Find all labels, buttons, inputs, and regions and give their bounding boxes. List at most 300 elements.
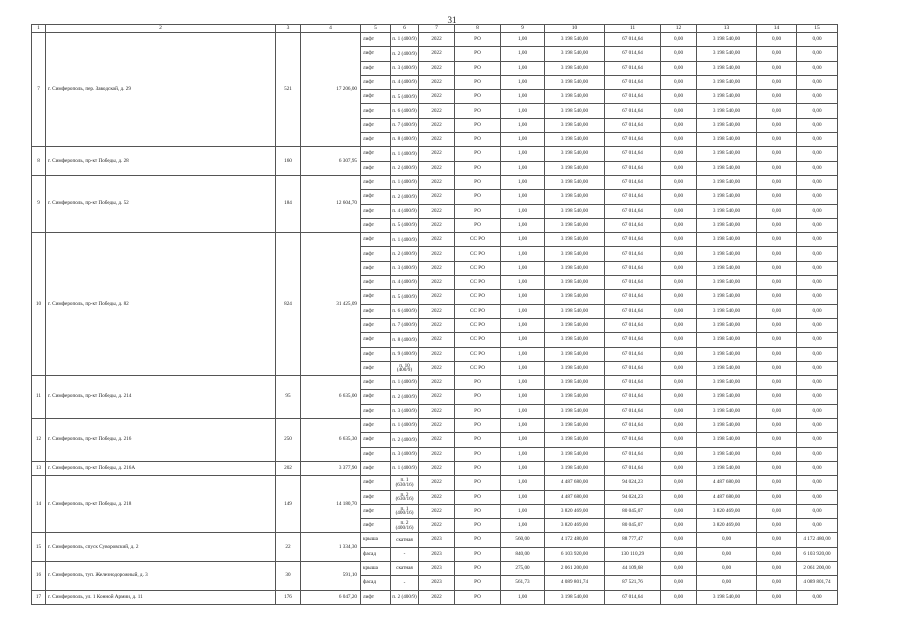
col12-cell: 0,00 bbox=[661, 376, 697, 390]
unit-cost-cell: 67 014,64 bbox=[605, 276, 661, 290]
quantity-cell: 1,00 bbox=[501, 318, 545, 332]
address-cell: г. Симферополь, спуск Суворовский, д. 2 bbox=[46, 533, 276, 562]
col13-cell: 0,00 bbox=[697, 576, 757, 590]
organization-cell: РО bbox=[455, 75, 501, 89]
column-number: 1 bbox=[32, 25, 46, 33]
col14-cell: 0,00 bbox=[757, 376, 797, 390]
year-cell: 2022 bbox=[419, 361, 455, 375]
col15-cell: 0,00 bbox=[797, 47, 838, 61]
quantity-cell: 1,00 bbox=[501, 290, 545, 304]
col13-cell: 3 198 540,00 bbox=[697, 133, 757, 147]
table-row bbox=[32, 233, 838, 247]
organization-cell: РО bbox=[455, 33, 501, 47]
work-type-cell: лифт bbox=[361, 190, 391, 204]
unit-cost-cell: 67 014,64 bbox=[605, 261, 661, 275]
address-cell: г. Симферополь, пр-кт Победы, д. 216 bbox=[46, 419, 276, 462]
work-type-cell: лифт bbox=[361, 133, 391, 147]
unit-cost-cell: 67 014,64 bbox=[605, 390, 661, 404]
organization-cell: РО bbox=[455, 590, 501, 604]
year-cell: 2022 bbox=[419, 276, 455, 290]
entrance-cell: п. 2 (400/9) bbox=[391, 433, 419, 447]
organization-cell: СС РО bbox=[455, 247, 501, 261]
total-area-cell: 591,10 bbox=[301, 561, 361, 590]
cost-cell: 3 198 540,00 bbox=[545, 304, 605, 318]
organization-cell: РО bbox=[455, 161, 501, 175]
address-cell: г. Симферополь, туп. Железнодорожный, д. 3 bbox=[46, 561, 276, 590]
entrance-cell: скатная bbox=[391, 561, 419, 575]
col14-cell: 0,00 bbox=[757, 175, 797, 189]
quantity-cell: 1,00 bbox=[501, 433, 545, 447]
row-number-cell: 12 bbox=[32, 419, 46, 462]
col12-cell: 0,00 bbox=[661, 404, 697, 418]
table-row bbox=[32, 33, 838, 47]
quantity-cell: 1,00 bbox=[501, 133, 545, 147]
column-number: 6 bbox=[391, 25, 419, 33]
entrance-cell: п. 5 (400/9) bbox=[391, 90, 419, 104]
unit-cost-cell: 67 014,64 bbox=[605, 247, 661, 261]
quantity-cell: 1,00 bbox=[501, 504, 545, 518]
unit-cost-cell: 67 014,64 bbox=[605, 33, 661, 47]
cost-cell: 3 198 540,00 bbox=[545, 376, 605, 390]
cost-cell: 3 198 540,00 bbox=[545, 361, 605, 375]
col14-cell: 0,00 bbox=[757, 118, 797, 132]
col15-cell: 0,00 bbox=[797, 190, 838, 204]
area-cell: 521 bbox=[276, 33, 301, 147]
entrance-cell: п. 1 (400/9) bbox=[391, 419, 419, 433]
year-cell: 2022 bbox=[419, 33, 455, 47]
col13-cell: 3 198 540,00 bbox=[697, 147, 757, 161]
work-type-cell: лифт bbox=[361, 519, 391, 533]
entrance-cell: п. 2 (400/9) bbox=[391, 590, 419, 604]
col15-cell: 0,00 bbox=[797, 333, 838, 347]
col15-cell: 0,00 bbox=[797, 347, 838, 361]
col12-cell: 0,00 bbox=[661, 519, 697, 533]
address-cell: г. Симферополь, пр-кт Победы, д. 214 bbox=[46, 376, 276, 419]
cost-cell: 2 061 200,00 bbox=[545, 561, 605, 575]
col15-cell: 2 061 200,00 bbox=[797, 561, 838, 575]
area-cell: 95 bbox=[276, 376, 301, 419]
table-row bbox=[32, 590, 838, 604]
unit-cost-cell: 67 014,64 bbox=[605, 304, 661, 318]
col13-cell: 0,00 bbox=[697, 533, 757, 547]
organization-cell: РО bbox=[455, 61, 501, 75]
cost-cell: 3 198 540,00 bbox=[545, 404, 605, 418]
unit-cost-cell: 67 014,64 bbox=[605, 233, 661, 247]
col14-cell: 0,00 bbox=[757, 504, 797, 518]
year-cell: 2022 bbox=[419, 233, 455, 247]
row-number-cell: 15 bbox=[32, 533, 46, 562]
area-cell: 202 bbox=[276, 461, 301, 475]
work-type-cell: фасад bbox=[361, 547, 391, 561]
quantity-cell: 1,00 bbox=[501, 75, 545, 89]
entrance-cell: п. 8 (400/9) bbox=[391, 333, 419, 347]
quantity-cell: 1,00 bbox=[501, 204, 545, 218]
unit-cost-cell: 67 014,64 bbox=[605, 461, 661, 475]
col14-cell: 0,00 bbox=[757, 561, 797, 575]
col12-cell: 0,00 bbox=[661, 419, 697, 433]
organization-cell: СС РО bbox=[455, 233, 501, 247]
col13-cell: 3 198 540,00 bbox=[697, 33, 757, 47]
column-number: 15 bbox=[797, 25, 838, 33]
col13-cell: 3 198 540,00 bbox=[697, 461, 757, 475]
table-row bbox=[32, 147, 838, 161]
year-cell: 2022 bbox=[419, 519, 455, 533]
quantity-cell: 1,00 bbox=[501, 590, 545, 604]
col13-cell: 3 198 540,00 bbox=[697, 304, 757, 318]
year-cell: 2022 bbox=[419, 204, 455, 218]
cost-cell: 3 198 540,00 bbox=[545, 218, 605, 232]
row-number-cell: 11 bbox=[32, 376, 46, 419]
col12-cell: 0,00 bbox=[661, 118, 697, 132]
cost-cell: 3 820 469,00 bbox=[545, 519, 605, 533]
col13-cell: 3 198 540,00 bbox=[697, 361, 757, 375]
row-number-cell: 8 bbox=[32, 147, 46, 176]
entrance-cell: скатная bbox=[391, 533, 419, 547]
work-type-cell: лифт bbox=[361, 261, 391, 275]
year-cell: 2022 bbox=[419, 590, 455, 604]
col15-cell: 4 089 801,74 bbox=[797, 576, 838, 590]
organization-cell: СС РО bbox=[455, 290, 501, 304]
work-type-cell: лифт bbox=[361, 90, 391, 104]
year-cell: 2022 bbox=[419, 133, 455, 147]
entrance-cell: п. 3 (400/9) bbox=[391, 261, 419, 275]
col13-cell: 3 198 540,00 bbox=[697, 433, 757, 447]
col12-cell: 0,00 bbox=[661, 576, 697, 590]
entrance-cell: п. 2 (400/9) bbox=[391, 161, 419, 175]
entrance-cell: п. 4 (400/9) bbox=[391, 204, 419, 218]
col15-cell: 0,00 bbox=[797, 476, 838, 490]
cost-cell: 3 198 540,00 bbox=[545, 47, 605, 61]
address-cell: г. Симферополь, пр-кт Победы, д. 82 bbox=[46, 233, 276, 376]
col13-cell: 3 198 540,00 bbox=[697, 290, 757, 304]
quantity-cell: 1,00 bbox=[501, 47, 545, 61]
total-area-cell: 14 180,70 bbox=[301, 476, 361, 533]
col12-cell: 0,00 bbox=[661, 190, 697, 204]
work-type-cell: лифт bbox=[361, 161, 391, 175]
year-cell: 2022 bbox=[419, 290, 455, 304]
col14-cell: 0,00 bbox=[757, 404, 797, 418]
organization-cell: РО bbox=[455, 561, 501, 575]
col14-cell: 0,00 bbox=[757, 361, 797, 375]
col12-cell: 0,00 bbox=[661, 233, 697, 247]
col12-cell: 0,00 bbox=[661, 218, 697, 232]
area-cell: 184 bbox=[276, 175, 301, 232]
total-area-cell: 1 334,30 bbox=[301, 533, 361, 562]
entrance-cell: п. 6 (400/9) bbox=[391, 304, 419, 318]
col12-cell: 0,00 bbox=[661, 47, 697, 61]
col13-cell: 3 198 540,00 bbox=[697, 104, 757, 118]
unit-cost-cell: 67 014,64 bbox=[605, 433, 661, 447]
col14-cell: 0,00 bbox=[757, 247, 797, 261]
cost-cell: 3 198 540,00 bbox=[545, 204, 605, 218]
organization-cell: РО bbox=[455, 519, 501, 533]
row-number-cell: 14 bbox=[32, 476, 46, 533]
total-area-cell: 6 307,95 bbox=[301, 147, 361, 176]
work-type-cell: лифт bbox=[361, 404, 391, 418]
quantity-cell: 1,00 bbox=[501, 261, 545, 275]
organization-cell: РО bbox=[455, 133, 501, 147]
col13-cell: 3 198 540,00 bbox=[697, 404, 757, 418]
table-row bbox=[32, 561, 838, 575]
total-area-cell: 6 635,30 bbox=[301, 419, 361, 462]
unit-cost-cell: 67 014,64 bbox=[605, 333, 661, 347]
area-cell: 176 bbox=[276, 590, 301, 604]
work-type-cell: лифт bbox=[361, 61, 391, 75]
col13-cell: 3 198 540,00 bbox=[697, 190, 757, 204]
quantity-cell: 1,00 bbox=[501, 90, 545, 104]
organization-cell: РО bbox=[455, 376, 501, 390]
entrance-cell: п. 5 (400/9) bbox=[391, 218, 419, 232]
organization-cell: РО bbox=[455, 419, 501, 433]
unit-cost-cell: 130 110,29 bbox=[605, 547, 661, 561]
cost-cell: 3 198 540,00 bbox=[545, 190, 605, 204]
row-number-cell: 9 bbox=[32, 175, 46, 232]
year-cell: 2022 bbox=[419, 75, 455, 89]
col13-cell: 3 198 540,00 bbox=[697, 590, 757, 604]
year-cell: 2022 bbox=[419, 90, 455, 104]
col15-cell: 0,00 bbox=[797, 90, 838, 104]
work-type-cell: лифт bbox=[361, 75, 391, 89]
col14-cell: 0,00 bbox=[757, 461, 797, 475]
col14-cell: 0,00 bbox=[757, 133, 797, 147]
year-cell: 2022 bbox=[419, 304, 455, 318]
col13-cell: 3 198 540,00 bbox=[697, 318, 757, 332]
cost-cell: 3 198 540,00 bbox=[545, 118, 605, 132]
cost-cell: 3 198 540,00 bbox=[545, 347, 605, 361]
col12-cell: 0,00 bbox=[661, 590, 697, 604]
year-cell: 2022 bbox=[419, 318, 455, 332]
col12-cell: 0,00 bbox=[661, 504, 697, 518]
col14-cell: 0,00 bbox=[757, 47, 797, 61]
col13-cell: 3 198 540,00 bbox=[697, 204, 757, 218]
organization-cell: РО bbox=[455, 147, 501, 161]
entrance-cell: п. 6 (400/9) bbox=[391, 104, 419, 118]
quantity-cell: 1,00 bbox=[501, 218, 545, 232]
col14-cell: 0,00 bbox=[757, 204, 797, 218]
entrance-cell: п. 1 (400/16) bbox=[391, 504, 419, 518]
organization-cell: СС РО bbox=[455, 261, 501, 275]
col12-cell: 0,00 bbox=[661, 175, 697, 189]
work-type-cell: крыша bbox=[361, 561, 391, 575]
col15-cell: 0,00 bbox=[797, 133, 838, 147]
column-number: 5 bbox=[361, 25, 391, 33]
col14-cell: 0,00 bbox=[757, 104, 797, 118]
quantity-cell: 1,00 bbox=[501, 276, 545, 290]
cost-cell: 3 198 540,00 bbox=[545, 75, 605, 89]
col15-cell: 0,00 bbox=[797, 261, 838, 275]
year-cell: 2022 bbox=[419, 404, 455, 418]
quantity-cell: 1,00 bbox=[501, 447, 545, 461]
col15-cell: 0,00 bbox=[797, 104, 838, 118]
organization-cell: РО bbox=[455, 476, 501, 490]
organization-cell: РО bbox=[455, 576, 501, 590]
col12-cell: 0,00 bbox=[661, 318, 697, 332]
row-number-cell: 10 bbox=[32, 233, 46, 376]
col13-cell: 3 198 540,00 bbox=[697, 333, 757, 347]
organization-cell: РО bbox=[455, 390, 501, 404]
work-type-cell: лифт bbox=[361, 376, 391, 390]
col12-cell: 0,00 bbox=[661, 61, 697, 75]
address-cell: г. Симферополь, пер. Заводской, д. 29 bbox=[46, 33, 276, 147]
work-type-cell: лифт bbox=[361, 175, 391, 189]
col15-cell: 0,00 bbox=[797, 433, 838, 447]
organization-cell: РО bbox=[455, 547, 501, 561]
col12-cell: 0,00 bbox=[661, 461, 697, 475]
organization-cell: РО bbox=[455, 204, 501, 218]
work-type-cell: лифт bbox=[361, 247, 391, 261]
year-cell: 2023 bbox=[419, 561, 455, 575]
col12-cell: 0,00 bbox=[661, 104, 697, 118]
quantity-cell: 1,00 bbox=[501, 476, 545, 490]
col15-cell: 0,00 bbox=[797, 361, 838, 375]
entrance-cell: п. 9 (400/9) bbox=[391, 347, 419, 361]
unit-cost-cell: 67 014,64 bbox=[605, 204, 661, 218]
column-number: 2 bbox=[46, 25, 276, 33]
col14-cell: 0,00 bbox=[757, 90, 797, 104]
col15-cell: 0,00 bbox=[797, 204, 838, 218]
unit-cost-cell: 44 109,68 bbox=[605, 561, 661, 575]
col15-cell: 0,00 bbox=[797, 376, 838, 390]
work-type-cell: лифт bbox=[361, 504, 391, 518]
col15-cell: 4 172 480,00 bbox=[797, 533, 838, 547]
quantity-cell: 1,00 bbox=[501, 519, 545, 533]
work-type-cell: лифт bbox=[361, 33, 391, 47]
col13-cell: 3 198 540,00 bbox=[697, 390, 757, 404]
unit-cost-cell: 67 014,64 bbox=[605, 47, 661, 61]
work-type-cell: лифт bbox=[361, 333, 391, 347]
cost-cell: 4 172 480,00 bbox=[545, 533, 605, 547]
quantity-cell: 1,00 bbox=[501, 390, 545, 404]
organization-cell: РО bbox=[455, 447, 501, 461]
address-cell: г. Симферополь, ул. 1 Конной Армии, д. 11 bbox=[46, 590, 276, 604]
year-cell: 2022 bbox=[419, 490, 455, 504]
col13-cell: 3 198 540,00 bbox=[697, 75, 757, 89]
work-type-cell: лифт bbox=[361, 476, 391, 490]
col14-cell: 0,00 bbox=[757, 576, 797, 590]
year-cell: 2022 bbox=[419, 218, 455, 232]
area-cell: 160 bbox=[276, 147, 301, 176]
col12-cell: 0,00 bbox=[661, 204, 697, 218]
year-cell: 2022 bbox=[419, 390, 455, 404]
quantity-cell: 1,00 bbox=[501, 361, 545, 375]
unit-cost-cell: 67 014,64 bbox=[605, 61, 661, 75]
col14-cell: 0,00 bbox=[757, 433, 797, 447]
entrance-cell: п. 1 (400/9) bbox=[391, 376, 419, 390]
col12-cell: 0,00 bbox=[661, 33, 697, 47]
unit-cost-cell: 67 014,64 bbox=[605, 104, 661, 118]
table-row bbox=[32, 175, 838, 189]
col14-cell: 0,00 bbox=[757, 519, 797, 533]
col15-cell: 0,00 bbox=[797, 404, 838, 418]
col14-cell: 0,00 bbox=[757, 290, 797, 304]
work-type-cell: лифт bbox=[361, 147, 391, 161]
row-number-cell: 7 bbox=[32, 33, 46, 147]
entrance-cell: п. 3 (400/9) bbox=[391, 404, 419, 418]
quantity-cell: 1,00 bbox=[501, 175, 545, 189]
work-type-cell: лифт bbox=[361, 304, 391, 318]
entrance-cell: - bbox=[391, 576, 419, 590]
cost-cell: 3 198 540,00 bbox=[545, 133, 605, 147]
col15-cell: 0,00 bbox=[797, 490, 838, 504]
table-row bbox=[32, 476, 838, 490]
col14-cell: 0,00 bbox=[757, 233, 797, 247]
col14-cell: 0,00 bbox=[757, 261, 797, 275]
cost-cell: 3 198 540,00 bbox=[545, 61, 605, 75]
year-cell: 2022 bbox=[419, 118, 455, 132]
entrance-cell: п. 1 (400/9) bbox=[391, 233, 419, 247]
quantity-cell: 1,00 bbox=[501, 376, 545, 390]
cost-cell: 4 487 680,00 bbox=[545, 476, 605, 490]
col13-cell: 4 487 680,00 bbox=[697, 476, 757, 490]
col15-cell: 6 103 920,00 bbox=[797, 547, 838, 561]
work-type-cell: лифт bbox=[361, 104, 391, 118]
row-number-cell: 13 bbox=[32, 461, 46, 475]
col13-cell: 3 198 540,00 bbox=[697, 233, 757, 247]
entrance-cell: п. 7 (400/9) bbox=[391, 318, 419, 332]
unit-cost-cell: 67 014,64 bbox=[605, 376, 661, 390]
col13-cell: 3 198 540,00 bbox=[697, 61, 757, 75]
year-cell: 2022 bbox=[419, 175, 455, 189]
work-type-cell: лифт bbox=[361, 347, 391, 361]
organization-cell: РО bbox=[455, 190, 501, 204]
cost-cell: 3 198 540,00 bbox=[545, 590, 605, 604]
entrance-cell: п. 2 (400/9) bbox=[391, 390, 419, 404]
organization-cell: РО bbox=[455, 461, 501, 475]
entrance-cell: п. 10 (400/9) bbox=[391, 361, 419, 375]
col15-cell: 0,00 bbox=[797, 461, 838, 475]
quantity-cell: 1,00 bbox=[501, 118, 545, 132]
cost-cell: 3 198 540,00 bbox=[545, 447, 605, 461]
col15-cell: 0,00 bbox=[797, 118, 838, 132]
unit-cost-cell: 67 014,64 bbox=[605, 175, 661, 189]
cost-cell: 3 198 540,00 bbox=[545, 318, 605, 332]
unit-cost-cell: 80 045,07 bbox=[605, 504, 661, 518]
cost-cell: 3 198 540,00 bbox=[545, 433, 605, 447]
col13-cell: 3 198 540,00 bbox=[697, 376, 757, 390]
total-area-cell: 6 635,00 bbox=[301, 376, 361, 419]
work-type-cell: лифт bbox=[361, 204, 391, 218]
organization-cell: СС РО bbox=[455, 347, 501, 361]
table-row bbox=[32, 461, 838, 475]
organization-cell: РО bbox=[455, 118, 501, 132]
col15-cell: 0,00 bbox=[797, 161, 838, 175]
col14-cell: 0,00 bbox=[757, 190, 797, 204]
column-number: 11 bbox=[605, 25, 661, 33]
col12-cell: 0,00 bbox=[661, 347, 697, 361]
col14-cell: 0,00 bbox=[757, 276, 797, 290]
work-type-cell: лифт bbox=[361, 290, 391, 304]
col13-cell: 3 198 540,00 bbox=[697, 90, 757, 104]
organization-cell: СС РО bbox=[455, 318, 501, 332]
cost-cell: 3 198 540,00 bbox=[545, 276, 605, 290]
year-cell: 2022 bbox=[419, 476, 455, 490]
unit-cost-cell: 67 014,64 bbox=[605, 404, 661, 418]
col13-cell: 3 198 540,00 bbox=[697, 175, 757, 189]
col15-cell: 0,00 bbox=[797, 33, 838, 47]
col15-cell: 0,00 bbox=[797, 147, 838, 161]
cost-cell: 4 089 801,74 bbox=[545, 576, 605, 590]
column-number: 9 bbox=[501, 25, 545, 33]
quantity-cell: 275,00 bbox=[501, 561, 545, 575]
entrance-cell: п. 2 (400/9) bbox=[391, 190, 419, 204]
quantity-cell: 1,00 bbox=[501, 61, 545, 75]
work-type-cell: лифт bbox=[361, 218, 391, 232]
table-row bbox=[32, 419, 838, 433]
cost-cell: 3 198 540,00 bbox=[545, 333, 605, 347]
cost-cell: 3 198 540,00 bbox=[545, 247, 605, 261]
col12-cell: 0,00 bbox=[661, 533, 697, 547]
col14-cell: 0,00 bbox=[757, 390, 797, 404]
